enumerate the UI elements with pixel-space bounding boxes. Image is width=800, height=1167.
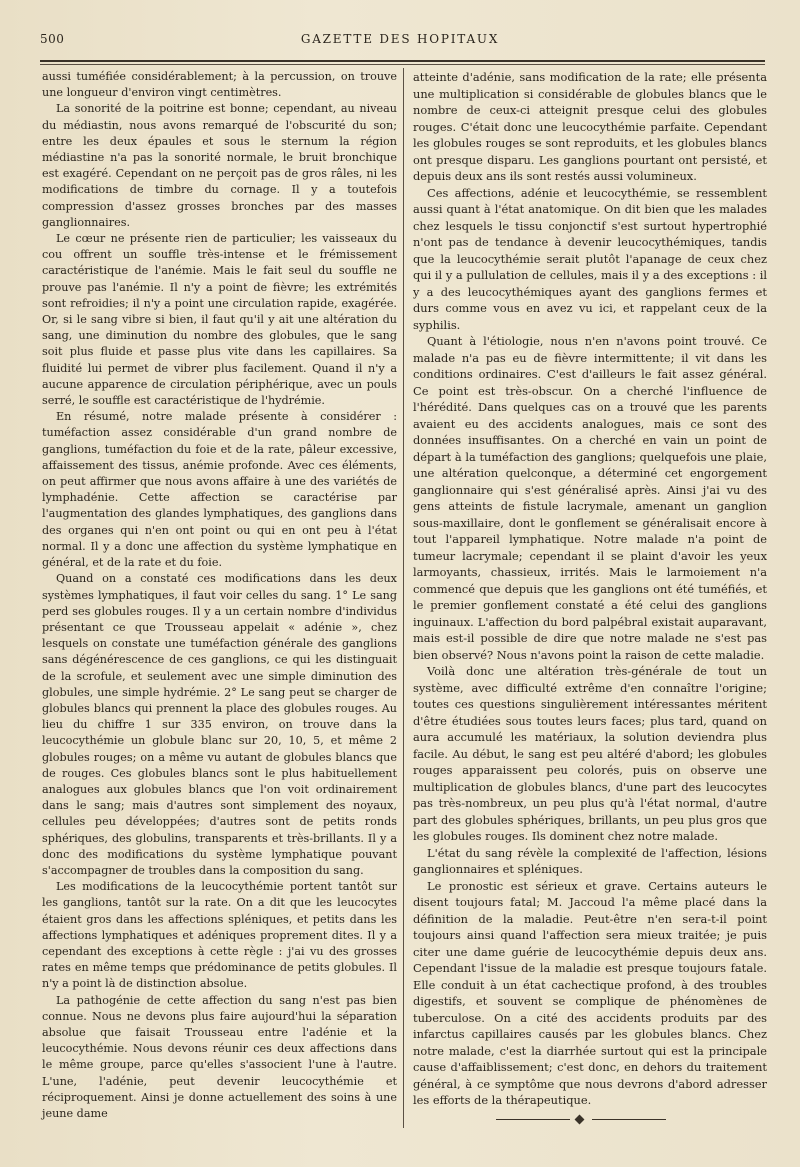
paragraph: Quant à l'étiologie, nous n'en n'avons point trouvé. Ce malade n'a pas eu de fièvre intermittente; il vit dans les conditions ordinaires. C'est d'ailleurs le fait assez général. Ce point est très-obscur. On a cherché l'influence de l'hérédité. Dans quelques cas on a trouvé que les parents avaient eu des accidents analogues, mais ce sont des données insuffisantes. On a cherché en vain un point de départ à la tuméfaction des ganglions; quelquefois une plaie, une altération quelconque, a déterminé cet engorgement ganglionnaire qui s'est généralisé après. Ainsi j'ai vu des gens atteints de fistule lacrymale, amenant un ganglion sous-maxillaire, dont le gonflement se généralisait encore à tout l'appareil lymphatique. Notre malade n'a point de tumeur lacrymale; cependant il se plaint d'avoir les yeux larmoyants, chassieux, irrités. Mais le larmoiement n'a commencé que depuis que les ganglions ont été tuméfiés, et le premier gonflement constaté a été celui des ganglions inguinaux. L'affection du bord palpébral existait auparavant, mais est-il possible de dire que notre malade ne s'est pas bien observé? Nous n'avons point la raison de cette maladie. <box>413 334 767 662</box>
paragraph: Le pronostic est sérieux et grave. Certains auteurs le disent toujours fatal; M. Jaccoud l'a même placé dans la définition de la maladie. Peut-être n'en sera-t-il point toujours ainsi quand l'affection sera mieux traitée; je puis citer une dame guérie de leucocythémie depuis deux ans. Cependant l'issue de la maladie est presque toujours fatale. Elle conduit à un état cachectique profond, à des troubles digestifs, et souvent se complique de phénomènes de tuberculose. On a cité des accidents produits par des infarctus capillaires causés par les globules blancs. Chez notre malade, c'est la diarrhée surtout qui est la principale cause d'affaiblissement; c'est donc, en dehors du traitement général, à ce symptôme que nous devrons d'abord adresser les efforts de la thérapeutique. <box>413 878 767 1107</box>
paragraph: Quand on a constaté ces modifications dans les deux systèmes lymphatiques, il faut voir celles du sang. 1° Le sang perd ses globules rouges. Il y a un certain nombre d'individus présentant ce que Trousseau appelait « adénie », chez lesquels on constate une tuméfaction générale des ganglions sans dégénérescence de ces ganglions, ce qui les distinguait de la scrofule, et seulement avec une simple diminution des globules, une simple hydrémie. 2° Le sang peut se charger de globules blancs qui prennent la place des globules rouges. Au lieu du chiffre 1 sur 335 environ, on trouve dans la leucocythémie un globule blanc sur 20, 10, 5, et même 2 globules rouges; on a même vu autant de globules blancs que de rouges. Ces globules blancs sont le plus habituellement analogues aux globules blancs que l'on voit ordinairement dans le sang; mais d'autres sont simplement des noyaux, cellules peu développées; d'autres sont de petits ronds sphériques, des globulins, transparents et très-brillants. Il y a donc des modifications du système lymphatique pouvant s'accompagner de troubles dans la composition du sang. <box>42 572 397 877</box>
paragraph: Les modifications de la leucocythémie portent tantôt sur les ganglions, tantôt sur la rate. On a dit que les leucocytes étaient gros dans les affections spléniques, et petits dans les affections lymphatiques et adéniques proprement dites. Il y a cependant des exceptions à cette règle : j'ai vu des grosses rates en même temps que prédominance de petits globules. Il n'y a point là de distinction absolue. <box>42 880 397 991</box>
paragraph: La sonorité de la poitrine est bonne; cependant, au niveau du médiastin, nous avons remarqué de l'obscurité du son; entre les deux épaules et sous le sternum la région médiastine n'a pas la sonorité normale, le bruit bronchique est exagéré. Cependant on ne perçoit pas de gros râles, ni les modifications de timbre du cornage. Il y a toutefois compression d'assez grosses bronches par des masses ganglionnaires. <box>42 102 397 229</box>
page-number: 500 <box>40 32 65 46</box>
paragraph: atteinte d'adénie, sans modification de la rate; elle présenta une multiplication si considérable de globules blancs que le nombre de ceux-ci atteignit presque celui des globules rouges. C'était donc une leucocythémie parfaite. Cependant les globules rouges se sont reproduits, et les globules blancs ont presque disparu. Les ganglions pourtant ont persisté, et depuis deux ans ils sont restés aussi volumineux. <box>413 70 767 183</box>
paragraph: L'état du sang révèle la complexité de l'affection, lésions ganglionnaires et spléniques. <box>413 845 767 876</box>
page-header <box>40 28 760 50</box>
header-rule-thin <box>40 64 765 65</box>
paragraph: aussi tuméfiée considérablement; à la percussion, on trouve une longueur d'environ vingt centimètres. <box>42 70 397 100</box>
paragraph: Le cœur ne présente rien de particulier; les vaisseaux du cou offrent un souffle très-intense et le frémissement caractéristique de l'anémie. Mais le fait seul du souffle ne prouve pas l'anémie. Il n'y a point de fièvre; les extrémités sont refroidies; il n'y a point une circulation rapide, exagérée. Or, si le sang vibre si bien, il faut qu'il y ait une altération du sang, une diminution du nombre des globules, que le sang soit plus fluide et passe plus vite dans les capillaires. Sa fluidité lui permet de vibrer plus facilement. Quand il n'y a aucune apparence de circulation périphérique, avec un pouls serré, le souffle est caractéristique de l'hydrémie. <box>42 232 397 408</box>
paragraph: Ces affections, adénie et leucocythémie, se ressemblent aussi quant à l'état anatomique. On dit bien que les malades chez lesquels le tissu conjonctif s'est surtout hypertrophié n'ont pas de tendance à devenir leucocythémiques, tandis que la leucocythémie serait plutôt l'apanage de ceux chez qui il y a pullulation de cellules, mais il y a des exceptions : il y a des leucocythémiques ayant des ganglions fermes et durs comme vous en avez vu ici, et rappelant ceux de la syphilis. <box>413 185 767 332</box>
running-title: GAZETTE DES HOPITAUX <box>300 32 500 46</box>
paragraph: La pathogénie de cette affection du sang n'est pas bien connue. Nous ne devons plus faire aujourd'hui la séparation absolue que faisait Trousseau entre l'adénie et la leucocythémie. Nous devons réunir ces deux affections dans le même groupe, parce qu'elles s'associent l'une à l'autre. L'une, l'adénie, peut devenir leucocythémie et réciproquement. Ainsi je donne actuellement des soins à une jeune dame <box>42 993 397 1120</box>
left-column <box>42 69 397 1122</box>
right-column <box>413 69 767 1109</box>
paragraph: En résumé, notre malade présente à considérer : tuméfaction assez considérable d'un grand nombre de ganglions, tuméfaction du foie et de la rate, pâleur excessive, affaissement des tissus, anémie profonde. Avec ces éléments, on peut affirmer que nous avons affaire à une des variétés de lymphadénie. Cette affection se caractérise par l'augmentation des glandes lymphatiques, des ganglions dans des organes qui n'en ont point ou qui en ont peu à l'état normal. Il y a donc une affection du système lymphatique en général, et de la rate et du foie. <box>42 410 397 570</box>
header-rule <box>40 60 765 62</box>
paragraph: Voilà donc une altération très-générale de tout un système, avec difficulté extrême d'en connaître l'origine; toutes ces questions singulièrement intéressantes méritent d'être étudiées sous toutes leurs faces; plus tard, quand on aura accumulé les matériaux, la solution deviendra plus facile. Au début, le sang est peu altéré d'abord; les globules rouges apparaissent peu colorés, puis on observe une multiplication de globules blancs, d'une part des leucocytes pas très-nombreux, un peu plus qu'à l'état normal, d'autre part des globules sphériques, brillants, un peu plus gros que les globules rouges. Ils dominent chez notre malade. <box>413 664 767 843</box>
column-divider <box>403 68 404 1128</box>
ornament-line <box>592 1119 666 1120</box>
ornament-line <box>496 1119 570 1120</box>
diamond-icon <box>575 1115 585 1125</box>
end-ornament <box>496 1115 666 1125</box>
